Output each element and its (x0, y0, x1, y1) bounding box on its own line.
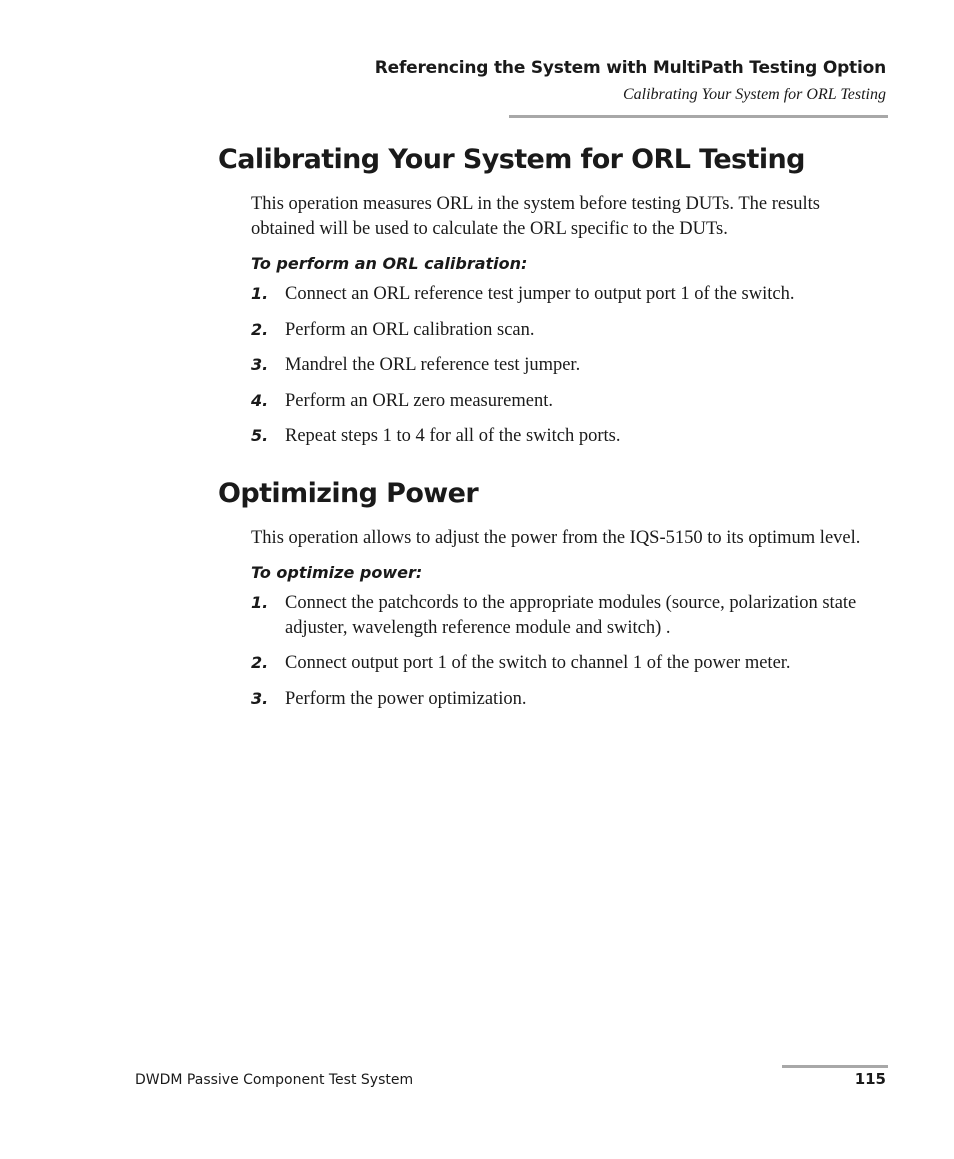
procedure-steps (251, 282, 886, 449)
step-number: 3. (251, 688, 269, 708)
section-heading: Optimizing Power (218, 477, 479, 509)
chapter-title: Referencing the System with MultiPath Testing Option (374, 58, 886, 78)
step-text: Repeat steps 1 to 4 for all of the switch ports. (285, 426, 621, 446)
section-heading: Calibrating Your System for ORL Testing (218, 144, 805, 175)
procedure-step (251, 424, 886, 449)
page-content (218, 142, 886, 711)
step-text: Perform an ORL calibration scan. (285, 319, 535, 340)
section-orl-calibration (218, 142, 886, 449)
procedure-step (251, 282, 886, 307)
step-number: 1. (251, 593, 269, 612)
step-number: 2. (251, 319, 269, 339)
procedure-title: To optimize power: (251, 563, 423, 582)
step-number: 5. (251, 426, 269, 445)
footer-document-title: DWDM Passive Component Test System (135, 1072, 414, 1088)
step-text: Perform the power optimization. (285, 688, 527, 709)
section-body (251, 526, 886, 712)
step-number: 1. (251, 284, 269, 303)
step-text: Mandrel the ORL reference test jumper. (285, 355, 581, 375)
procedure-step (251, 353, 886, 378)
page-number: 115 (854, 1070, 886, 1088)
section-title: Calibrating Your System for ORL Testing (622, 86, 886, 103)
section-body (251, 192, 886, 449)
step-number: 3. (251, 355, 269, 374)
footer-divider (782, 1065, 888, 1068)
step-text: Perform an ORL zero measurement. (285, 390, 553, 411)
procedure-steps (251, 591, 886, 711)
procedure-step (251, 389, 886, 414)
step-number: 2. (251, 653, 269, 672)
section-optimizing-power (218, 476, 886, 712)
procedure-step (251, 687, 886, 712)
section-intro: This operation allows to adjust the power from the IQS-5150 to its optimum level. (251, 527, 861, 548)
procedure-step (251, 651, 886, 676)
step-text: Connect an ORL reference test jumper to output port 1 of the switch. (285, 284, 795, 304)
procedure-title: To perform an ORL calibration: (251, 254, 528, 273)
step-text: Connect output port 1 of the switch to channel 1 of the power meter. (285, 653, 791, 673)
header-divider (509, 115, 888, 118)
procedure-step (251, 318, 886, 343)
procedure-step (251, 591, 886, 640)
running-header (375, 58, 886, 104)
step-text: Connect the patchcords to the appropriate modules (source, polarization state adjuster, wavelength reference module and switch) . (285, 593, 857, 638)
step-number: 4. (251, 390, 269, 410)
section-intro: This operation measures ORL in the system before testing DUTs. The results obtained will be used to calculate the ORL specific to the DUTs. (251, 194, 821, 239)
